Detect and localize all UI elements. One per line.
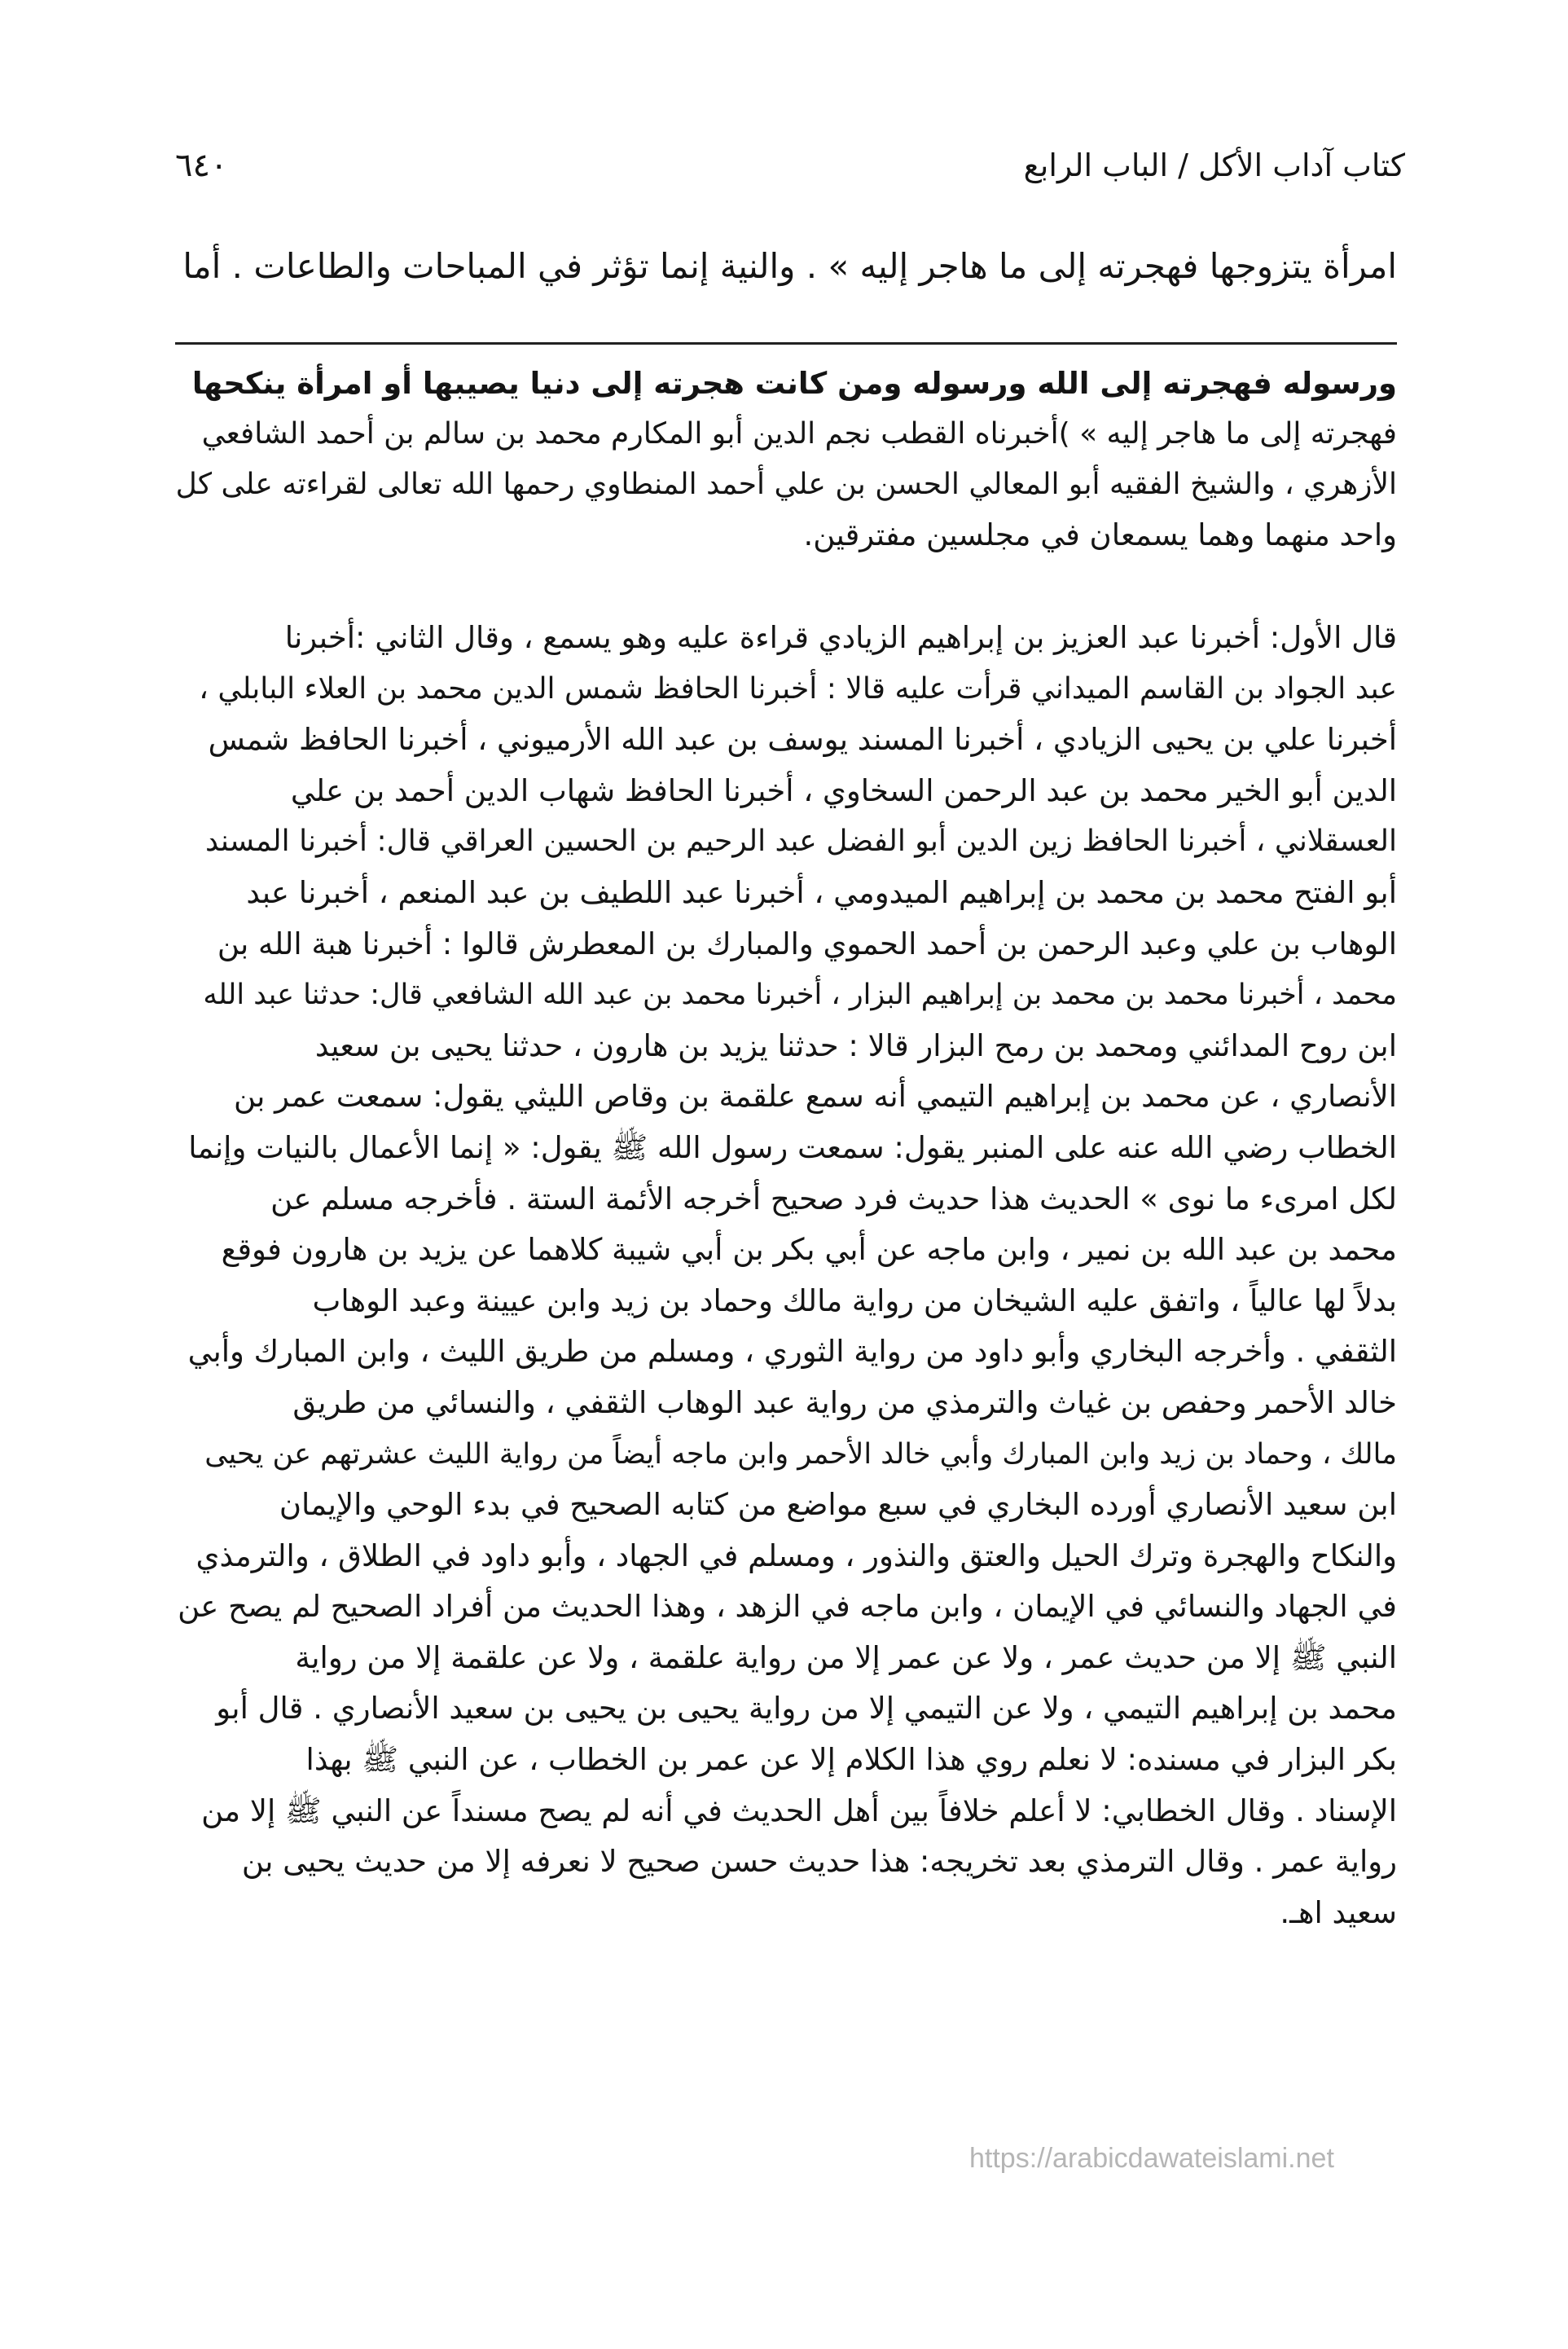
footnote-line: لكل امرىء ما نوى » الحديث هذا حديث فرد صحيح أخرجه الأئمة الستة . فأخرجه مسلم عن <box>270 1181 1397 1216</box>
footnote-line: العسقلاني ، أخبرنا الحافظ زين الدين أبو الفضل عبد الرحيم بن الحسين العراقي قال: أخبرنا المسند <box>204 825 1397 859</box>
footnote-line: سعيد اهـ. <box>1280 1894 1397 1930</box>
footnote-line: في الجهاد والنسائي في الإيمان ، وابن ماجه في الزهد ، وهذا الحديث من أفراد الصحيح لم يصح عن <box>178 1589 1397 1625</box>
footnote-line: الدين أبو الخير محمد بن عبد الرحمن السخاوي ، أخبرنا الحافظ شهاب الدين أحمد بن علي <box>290 772 1397 808</box>
footnote-line: أخبرنا علي بن يحيى الزيادي ، أخبرنا المسند يوسف بن عبد الله الأرميوني ، أخبرنا الحافظ شمس <box>208 722 1397 758</box>
footnote-line: محمد بن عبد الله بن نمير ، وابن ماجه عن أبي بكر بن أبي شيبة كلاهما عن يزيد بن هارون فوقع <box>221 1232 1397 1268</box>
footnote-head <box>175 359 1397 561</box>
footnote-divider <box>175 342 1397 345</box>
footnote-line: واحد منهما وهما يسمعان في مجلسين مفترقين. <box>803 517 1397 552</box>
footnote-line <box>175 409 1397 460</box>
footnote-line: والنكاح والهجرة وترك الحيل والعتق والنذور ، ومسلم في الجهاد ، وأبو داود في الطلاق ، والترمذي <box>195 1537 1397 1573</box>
footnote-body <box>175 613 1397 1938</box>
footnote-line: بدلاً لها عالياً ، واتفق عليه الشيخان من رواية مالك وحماد بن زيد وابن عيينة وعبد الوهاب <box>312 1282 1397 1318</box>
footnote-line: قال الأول: أخبرنا عبد العزيز بن إبراهيم الزيادي قراءة عليه وهو يسمع ، وقال الثاني :أخبرنا <box>284 620 1397 655</box>
footnote-line: الأنصاري ، عن محمد بن إبراهيم التيمي أنه سمع علقمة بن وقاص الليثي يقول: سمعت عمر بن <box>233 1079 1397 1115</box>
footnote-line: النبي ﷺ إلا من حديث عمر ، ولا عن عمر إلا من رواية علقمة ، ولا عن علقمة إلا من رواية <box>295 1639 1397 1675</box>
running-title: كتاب آداب الأكل / الباب الرابع <box>1023 147 1405 183</box>
footnote-line: الخطاب رضي الله عنه على المنبر يقول: سمعت رسول الله ﷺ يقول: « إنما الأعمال بالنيات وإنما <box>188 1129 1397 1165</box>
main-text-line: امرأة يتزوجها فهجرته إلى ما هاجر إليه » . والنية إنما تؤثر في المباحات والطاعات . أما <box>182 246 1397 286</box>
footnote-line: الإسناد . وقال الخطابي: لا أعلم خلافاً بين أهل الحديث في أنه لم يصح مسنداً عن النبي ﷺ إلا من <box>201 1793 1397 1828</box>
footnote-line: محمد ، أخبرنا محمد بن محمد بن إبراهيم البزار ، أخبرنا محمد بن عبد الله الشافعي قال: حدثنا عبد الله <box>203 979 1397 1012</box>
footnote-line: رواية عمر . وقال الترمذي بعد تخريجه: هذا حديث حسن صحيح لا نعرفه إلا من حديث يحيى بن <box>241 1844 1397 1880</box>
footnote-line: ابن روح المدائني ومحمد بن رمح البزار قالا : حدثنا يزيد بن هارون ، حدثنا يحيى بن سعيد <box>314 1027 1397 1063</box>
footnote-line: عبد الجواد بن القاسم الميداني قرأت عليه قالا : أخبرنا الحافظ شمس الدين محمد بن العلاء البابلي ، <box>199 671 1397 706</box>
footnote-line: ابن سعيد الأنصاري أورده البخاري في سبع مواضع من كتابه الصحيح في بدء الوحي والإيمان <box>279 1487 1397 1523</box>
footnote-line: الثقفي . وأخرجه البخاري وأبو داود من رواية الثوري ، ومسلم من طريق الليث ، وابن المبارك وأبي <box>187 1334 1397 1370</box>
footnote-line: الوهاب بن علي وعبد الرحمن بن أحمد الحموي والمبارك بن المعطرش قالوا : أخبرنا هبة الله بن <box>217 926 1397 961</box>
footnote-line: خالد الأحمر وحفص بن غياث والترمذي من رواية عبد الوهاب الثقفي ، والنسائي من طريق <box>292 1384 1397 1420</box>
footnote-line: محمد بن إبراهيم التيمي ، ولا عن التيمي إلا من رواية يحيى بن يحيى بن سعيد الأنصاري . قال أبو <box>216 1691 1397 1727</box>
page-number: ٦٤٠ <box>175 147 228 184</box>
footnote-line: مالك ، وحماد بن زيد وابن المبارك وأبي خالد الأحمر وابن ماجه أيضاً من رواية الليث عشرتهم عن يحيى <box>204 1437 1397 1471</box>
footnote-line: الأزهري ، والشيخ الفقيه أبو المعالي الحسن بن علي أحمد المنطاوي رحمها الله تعالى لقراءته على كل <box>175 468 1397 501</box>
footnote-line-text: فهجرته إلى ما هاجر إليه » )أخبرناه القطب نجم الدين أبو المكارم محمد بن سالم بن أحمد الشافعي <box>201 417 1397 451</box>
footnote-line: ورسوله فهجرته إلى الله ورسوله ومن كانت هجرته إلى دنيا يصيبها أو امرأة ينكحها <box>191 366 1397 401</box>
watermark-url: https://arabicdawateislami.net <box>969 2143 1334 2174</box>
footnote-line: بكر البزار في مسنده: لا نعلم روي هذا الكلام إلا عن عمر بن الخطاب ، عن النبي ﷺ بهذا <box>305 1742 1397 1778</box>
page-header <box>175 137 1405 194</box>
footnote-line: أبو الفتح محمد بن محمد بن إبراهيم الميدومي ، أخبرنا عبد اللطيف بن عبد المنعم ، أخبرنا عبد <box>246 874 1397 910</box>
